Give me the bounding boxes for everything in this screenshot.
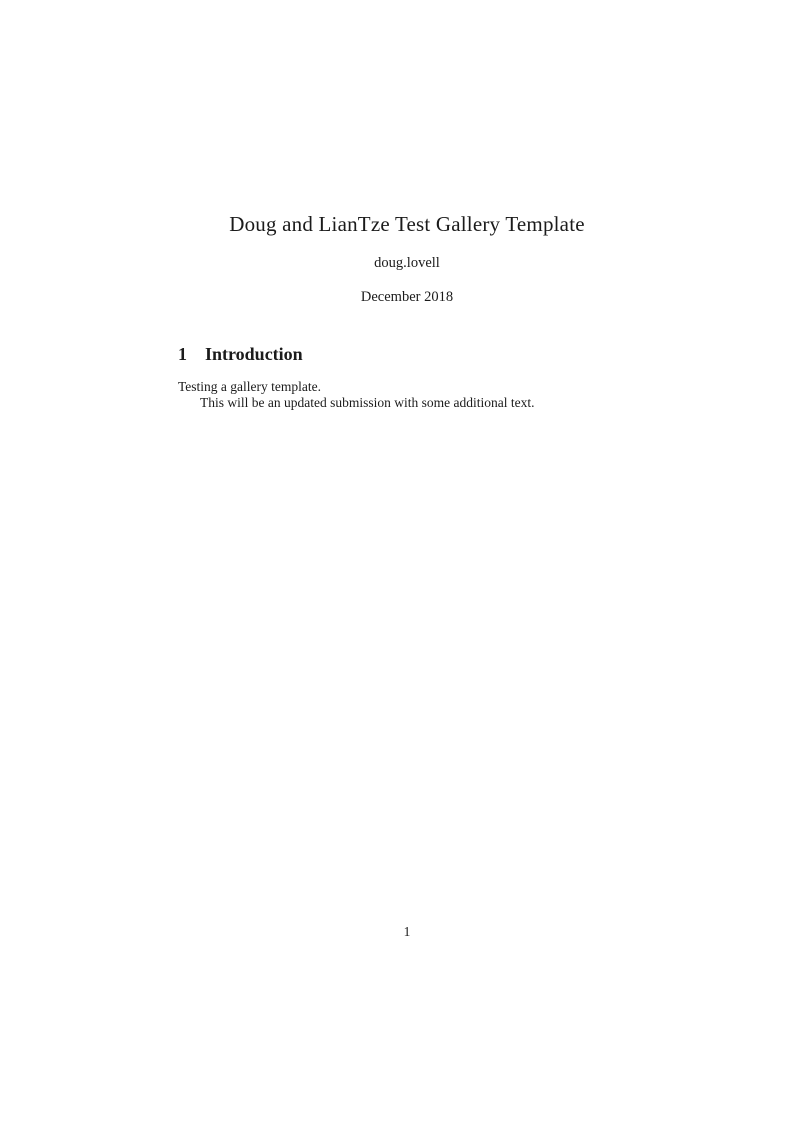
page-number: 1 <box>403 924 411 939</box>
document-author: doug.lovell <box>374 255 440 272</box>
body-text <box>178 379 648 411</box>
section-title: Introduction <box>205 344 303 364</box>
paragraph: This will be an updated submission with some additional text. <box>200 395 535 410</box>
section-heading <box>178 344 636 365</box>
paragraph: Testing a gallery template. <box>178 379 322 394</box>
document-title: Doug and LianTze Test Gallery Template <box>229 212 585 236</box>
section-number: 1 <box>178 344 187 364</box>
title-block <box>178 212 636 306</box>
document-date: December 2018 <box>360 288 454 305</box>
